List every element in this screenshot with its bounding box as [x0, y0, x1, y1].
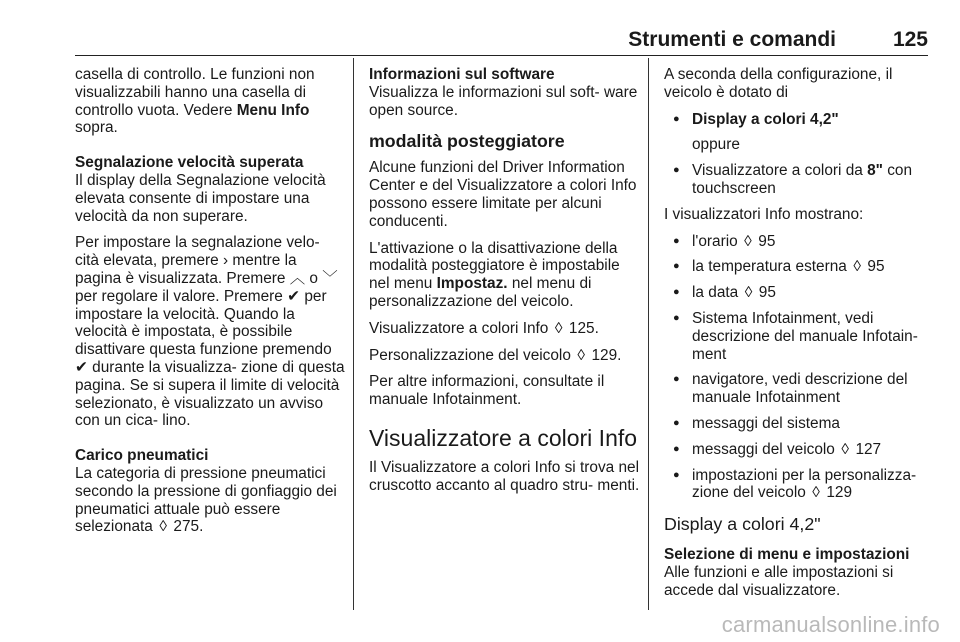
- column-divider-1: [353, 58, 354, 610]
- list-item: [664, 162, 940, 198]
- page-ref: 129: [826, 484, 853, 502]
- column-3: [664, 66, 940, 609]
- section-title: Strumenti e comandi: [628, 28, 836, 51]
- col1-paragraph-3: [75, 234, 347, 430]
- text: o: [305, 269, 323, 287]
- text: mentre la pagina è visualizzata. Premere: [75, 252, 297, 287]
- info-items-list: [664, 233, 940, 503]
- display-options-list: [664, 111, 940, 129]
- page-header: [75, 28, 928, 54]
- text: con touchscreen: [692, 162, 913, 197]
- menu-selection-heading: Selezione di menu e impostazioni: [664, 546, 910, 564]
- text: 129.: [587, 346, 622, 364]
- text: impostazioni per la personalizza- zione del veicolo: [692, 466, 917, 502]
- text: la data: [692, 284, 743, 302]
- text: messaggi del veicolo: [692, 440, 840, 458]
- text: Sistema Infotainment, vedi descrizione del manuale Infotain- ment: [692, 309, 918, 363]
- text: 8": [867, 162, 883, 180]
- tyre-load-heading: Carico pneumatici: [75, 447, 209, 465]
- watermark-text: carmanualsonline.info: [721, 612, 940, 637]
- text: per regolare il valore. Premere: [75, 287, 288, 305]
- page-ref-icon: ◊: [554, 319, 563, 337]
- text: nel menu di personalizzazione del veicolo.: [369, 275, 592, 310]
- page-ref-icon: ◊: [841, 440, 849, 458]
- list-item: [664, 284, 940, 302]
- text: Per impostare la segnalazione velo- cità elevata, premere: [75, 234, 320, 270]
- chevron-down-icon: ﹀: [322, 269, 338, 287]
- list-item: [664, 310, 940, 363]
- list-item: [664, 258, 940, 276]
- page-ref: 95: [867, 258, 885, 276]
- column-divider-2: [648, 58, 649, 610]
- list-item: [664, 441, 940, 459]
- text: sopra.: [75, 119, 118, 137]
- display-options-list-2: [664, 162, 940, 198]
- list-item: [664, 371, 940, 407]
- valet-mode-heading: modalità posteggiatore: [369, 131, 565, 152]
- text: navigatore, vedi descrizione del manuale Infotainment: [692, 371, 908, 407]
- page-ref-icon: ◊: [159, 518, 167, 536]
- text: per impostare la velocità. Quando la velocità è impostata, è possibile disattivare questa funzione premendo: [75, 287, 332, 359]
- text: Visualizzatore a colori Info: [369, 319, 553, 337]
- col3-paragraph-3: Alle funzioni e alle impostazioni si accede dal visualizzatore.: [664, 563, 894, 599]
- page-ref-icon: ◊: [577, 346, 585, 364]
- text: La categoria di pressione pneumatici secondo la pressione di gonfiaggio dei pneumatici attuale può essere selezionata: [75, 464, 337, 536]
- column-2: [369, 66, 641, 504]
- page-ref-icon: ◊: [744, 232, 752, 250]
- col3-paragraph-1: A seconda della configurazione, il veicolo è dotato di: [664, 66, 893, 101]
- text: messaggi del sistema: [692, 414, 840, 432]
- page-ref: 95: [758, 284, 776, 302]
- col2-paragraph-6: Il Visualizzatore a colori Info si trova nel cruscotto accanto al quadro stru- menti.: [369, 458, 640, 494]
- text: casella di controllo. Le funzioni non visualizzabili hanno una casella di controllo vuota. Vedere: [75, 66, 315, 119]
- text: L'attivazione o la disattivazione della modalità posteggiatore è impostabile nel menu: [369, 239, 620, 293]
- text: l'orario: [692, 232, 742, 250]
- column-1: [75, 66, 347, 545]
- page-number: 125: [892, 28, 928, 51]
- checkmark-icon: ✔: [287, 287, 301, 305]
- page-ref-icon: ◊: [812, 484, 820, 502]
- col3-paragraph-2: I visualizzatori Info mostrano:: [664, 205, 864, 223]
- chevron-up-icon: ︿: [289, 269, 306, 287]
- page-ref-icon: ◊: [853, 258, 861, 276]
- col1-paragraph-1: [75, 66, 347, 137]
- col2-paragraph-2: [369, 240, 641, 311]
- text: 125.: [564, 319, 599, 337]
- text: durante la visualizza- zione di questa pagina. Se si supera il limite di velocità selezionato, è visualizzato un avviso con un cica- lino.: [75, 358, 345, 430]
- display-42-heading: Display a colori 4,2": [664, 514, 821, 535]
- col1-paragraph-4: [75, 465, 347, 536]
- col2-paragraph-3: [369, 320, 641, 338]
- oppure-text: oppure: [692, 136, 740, 154]
- menu-info-ref: Menu Info: [236, 101, 310, 119]
- settings-menu-ref: Impostaz.: [436, 275, 508, 293]
- col2-paragraph-4: [369, 347, 641, 365]
- checkmark-icon: ✔: [75, 358, 88, 376]
- list-item: [664, 467, 940, 503]
- header-rule: [75, 55, 928, 56]
- list-item: [664, 415, 940, 433]
- software-info-heading: Informazioni sul software: [369, 66, 555, 83]
- list-item: [664, 233, 940, 251]
- text: Personalizzazione del veicolo: [369, 346, 576, 364]
- info-display-heading: Visualizzatore a colori Info: [369, 424, 638, 451]
- page-ref: 127: [855, 440, 882, 458]
- chevron-right-icon: ›: [223, 252, 229, 270]
- speed-warning-heading: Segnalazione velocità superata: [75, 154, 304, 172]
- page-ref: 95: [758, 232, 776, 250]
- page-ref-icon: ◊: [744, 284, 753, 302]
- text: 275.: [169, 518, 204, 536]
- list-item: ● Display a colori 4,2": [664, 111, 940, 129]
- col1-paragraph-2: Il display della Segnalazione velocità elevata consente di impostare una velocità da non superare.: [75, 171, 326, 225]
- col2-paragraph-sw: Visualizza le informazioni sul soft- ware open source.: [369, 83, 638, 119]
- text: la temperatura esterna: [692, 258, 852, 276]
- col2-paragraph-1: Alcune funzioni del Driver Information Center e del Visualizzatore a colori Info possono essere limitate per alcuni conducenti.: [369, 159, 637, 230]
- col2-paragraph-5: Per altre informazioni, consultate il manuale Infotainment.: [369, 373, 605, 409]
- text: Visualizzatore a colori da: [692, 162, 868, 180]
